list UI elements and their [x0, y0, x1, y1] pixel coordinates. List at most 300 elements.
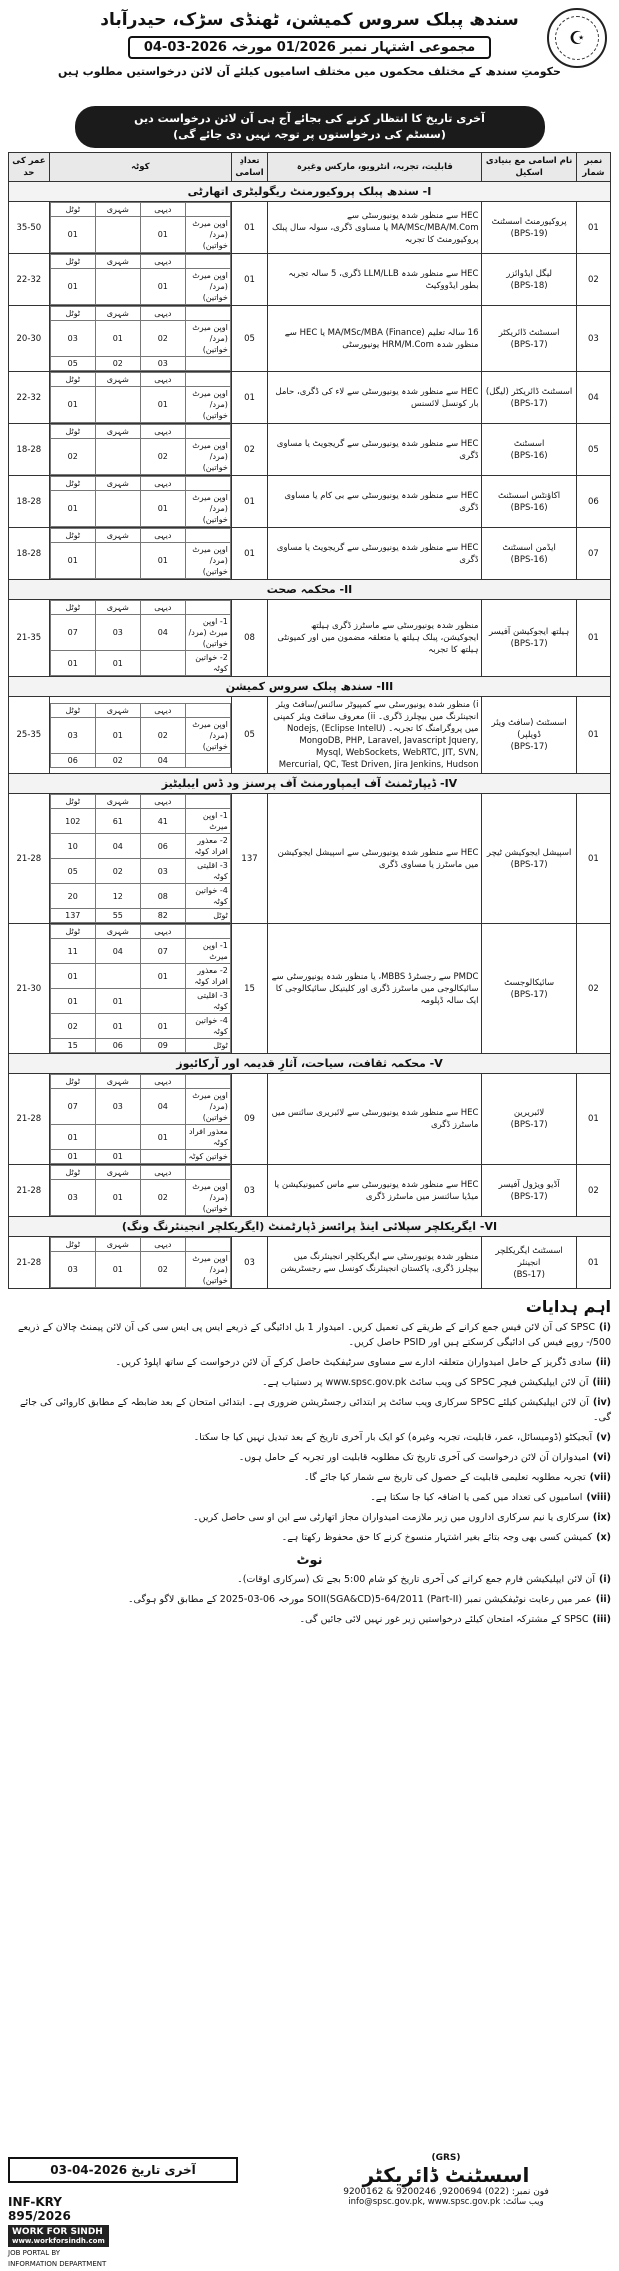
quota-row	[50, 909, 230, 923]
quota-row	[50, 217, 230, 253]
age-limit: 21-30	[9, 924, 50, 1054]
quota-rural-head: دیہی	[140, 1238, 185, 1252]
work-for-sindh-logo	[8, 2225, 109, 2247]
table-row	[9, 697, 611, 774]
last-date-box	[8, 2157, 238, 2183]
item-text: تجربہ مطلوبہ تعلیمی قابلیت کے حصول کی تاریخ سے شمار کیا جائے گا۔	[303, 1472, 586, 1483]
quota-rural	[140, 989, 185, 1014]
quota-total: 01	[50, 1150, 95, 1164]
serial-number: 02	[576, 924, 610, 1054]
quota-header	[50, 1166, 230, 1180]
vacancy-count: 09	[231, 1074, 267, 1165]
quota-header	[50, 425, 230, 439]
header	[8, 6, 611, 102]
post-bps: (BPS-17)	[510, 639, 548, 649]
advertisement-number	[128, 36, 491, 59]
quota-header	[50, 601, 230, 615]
quota-urban	[95, 964, 140, 989]
quota-rural: 01	[140, 1014, 185, 1039]
quota-category: معذور افراد کوٹہ	[185, 1125, 230, 1150]
quota-rural: 01	[140, 543, 185, 579]
serial-number: 05	[576, 424, 610, 476]
quota-row	[50, 543, 230, 579]
quota-total: 11	[50, 939, 95, 964]
quota-total: 01	[50, 1125, 95, 1150]
qualification: منظور شدہ یونیورسٹی سے ماسٹرز ڈگری ہیلتھ ایجوکیشن، پبلک ہیلتھ یا متعلقہ مضمون میں اور کمیونٹی ہیلتھ کا تجربہ	[268, 600, 482, 677]
quota-category: 4- خواتین کوٹہ	[185, 1014, 230, 1039]
quota-urban-head: شہری	[95, 255, 140, 269]
quota-category: اوپن میرٹ (مرد/خواتین)	[185, 269, 230, 305]
post-name	[482, 1165, 576, 1217]
quota-category-head	[185, 477, 230, 491]
quota-rural: 04	[140, 753, 185, 767]
quota-header	[50, 255, 230, 269]
quota-rural-head: دیہی	[140, 203, 185, 217]
table-row	[9, 372, 611, 424]
quota-category: اوپن میرٹ (مرد/خواتین)	[185, 491, 230, 527]
quota-category: 1- اوپن میرٹ (مرد/خواتین)	[185, 615, 230, 651]
quota-total-head: ٹوٹل	[50, 601, 95, 615]
item-text: امیدواران آن لائن درخواست کی آخری تاریخ تک مطلوبہ قابلیت اور تجربہ کے حامل ہوں۔	[238, 1452, 589, 1463]
vacancy-count: 01	[231, 528, 267, 580]
quota-table	[50, 924, 231, 1053]
post-name	[482, 372, 576, 424]
designation: اسسٹنٹ ڈائریکٹر	[362, 2163, 530, 2187]
quota-rural: 01	[140, 491, 185, 527]
post-bps: (BPS-17)	[510, 989, 548, 1000]
table-row	[9, 1074, 611, 1165]
post-name	[482, 697, 576, 774]
item-text: سرکاری یا نیم سرکاری اداروں میں زیر ملازمت امیدواران مجاز اتھارٹی سے این او سی حاصل کریں۔	[193, 1512, 589, 1523]
quota-cell	[49, 794, 231, 924]
post-name	[482, 794, 576, 924]
quota-category: خواتین کوٹہ	[185, 1150, 230, 1164]
quota-urban	[95, 1125, 140, 1150]
quota-header	[50, 529, 230, 543]
quota-total: 07	[50, 615, 95, 651]
vacancy-count: 01	[231, 372, 267, 424]
table-row	[9, 528, 611, 580]
notes-title: نوٹ	[296, 1553, 323, 1568]
post-name	[482, 924, 576, 1054]
quota-category-head	[185, 601, 230, 615]
emblem-icon: ☪	[555, 16, 599, 60]
qualification: HEC سے منظور شدہ یونیورسٹی سے گریجویٹ یا مساوی ڈگری	[268, 424, 482, 476]
quota-category: اوپن میرٹ (مرد/خواتین)	[185, 217, 230, 253]
col-vacancies: تعدادِ اسامی	[231, 153, 267, 182]
item-number: (i)	[599, 1574, 611, 1585]
signature-block	[281, 2153, 611, 2207]
quota-total: 102	[50, 809, 95, 834]
job-portal-line-2: INFORMATION DEPARTMENT	[8, 2260, 107, 2268]
quota-rural: 06	[140, 834, 185, 859]
item-number: (viii)	[586, 1492, 611, 1503]
serial-number: 01	[576, 1074, 610, 1165]
quota-total: 01	[50, 387, 95, 423]
serial-number: 06	[576, 476, 610, 528]
quota-cell	[49, 372, 231, 424]
quota-row	[50, 753, 230, 767]
item-text: آن لائن ایپلیکیشن فیچر SPSC کی ویب سائٹ www.spsc.gov.pk پر دستیاب ہے۔	[262, 1377, 589, 1388]
instruction-item	[8, 1355, 611, 1370]
quota-header	[50, 1238, 230, 1252]
section-row	[9, 580, 611, 600]
qualification: PMDC سے رجسٹرڈ MBBS، یا منظور شدہ یونیورسٹی سے سائیکالوجی میں ماسٹرز ڈگری اور کلینیکل سائیکالوجی کا ایک سالہ ڈپلومہ	[268, 924, 482, 1054]
quota-category: 2- خواتین کوٹہ	[185, 651, 230, 676]
quota-urban: 04	[95, 834, 140, 859]
post-title: ہیلتھ ایجوکیشن آفیسر	[488, 627, 570, 637]
section-row	[9, 1217, 611, 1237]
quota-header	[50, 203, 230, 217]
quota-cell	[49, 424, 231, 476]
table-row	[9, 254, 611, 306]
qualification: 16 سالہ تعلیم MA/MSc/MBA (Finance) یا HEC سے منظور شدہ HRM/M.Com یونیورسٹی	[268, 306, 482, 372]
post-title: سائیکالوجسٹ	[504, 977, 555, 988]
quota-row	[50, 1125, 230, 1150]
quota-urban	[95, 269, 140, 305]
quota-rural-head: دیہی	[140, 795, 185, 809]
vacancy-count: 02	[231, 424, 267, 476]
instruction-item	[8, 1450, 611, 1465]
quota-cell	[49, 1074, 231, 1165]
quota-header	[50, 795, 230, 809]
qualification: i) منظور شدہ یونیورسٹی سے کمپیوٹر سائنس/سافٹ ویئر انجینئرنگ میں بیچلرز ڈگری۔ ii) معروف سافٹ ویئر کمپنی میں پروگرامنگ کا تجربہ۔ (Eclipse IntelU) Nodejs, MongoDB, PHP, Laravel, Javascript Jquery, Mysql, WebSockets, WebRTC, JIT, SVN, Mercurial, QC, Test Driven, Jira Jenkins, Hudson	[268, 697, 482, 774]
quota-total-head: ٹوٹل	[50, 925, 95, 939]
quota-urban: 01	[95, 1014, 140, 1039]
quota-total: 07	[50, 1089, 95, 1125]
quota-total-head: ٹوٹل	[50, 1166, 95, 1180]
quota-cell	[49, 697, 231, 774]
quota-urban-head: شہری	[95, 601, 140, 615]
quota-table	[50, 424, 231, 475]
instruction-item	[8, 1490, 611, 1505]
post-bps: (BPS-17)	[510, 742, 548, 752]
quota-category: اوپن میرٹ (مرد/خواتین)	[185, 717, 230, 753]
table-row	[9, 202, 611, 254]
quota-urban: 06	[95, 1039, 140, 1053]
section-title: III- سندھ پبلک سروس کمیشن	[9, 677, 611, 697]
age-limit: 21-28	[9, 1165, 50, 1217]
quota-row	[50, 939, 230, 964]
quota-cell	[49, 528, 231, 580]
quota-total: 01	[50, 964, 95, 989]
post-title: اسپیشل ایجوکیشن ٹیچر	[486, 847, 572, 858]
age-limit: 25-35	[9, 697, 50, 774]
quota-rural: 01	[140, 217, 185, 253]
post-title: ایڈمن اسسٹنٹ	[502, 542, 556, 553]
post-bps: (BPS-16)	[510, 502, 548, 513]
quota-urban: 12	[95, 884, 140, 909]
quota-cell	[49, 306, 231, 372]
quota-category-head	[185, 373, 230, 387]
quota-urban	[95, 387, 140, 423]
post-name	[482, 1074, 576, 1165]
notes-list	[8, 1572, 611, 1627]
inf-block	[8, 2195, 128, 2269]
quota-urban: 01	[95, 1150, 140, 1164]
banner-line-1: آخری تاریخ کا انتظار کرنے کی بجائے آج ہی آن لائن درخواست دیں	[134, 112, 485, 125]
quota-rural: 07	[140, 939, 185, 964]
serial-number: 07	[576, 528, 610, 580]
quota-total: 137	[50, 909, 95, 923]
qualification: HEC سے منظور شدہ یونیورسٹی سے گریجویٹ یا مساوی ڈگری	[268, 528, 482, 580]
quota-urban: 01	[95, 651, 140, 676]
quota-table	[50, 1165, 231, 1216]
quota-category: اوپن میرٹ (مرد/خواتین)	[185, 439, 230, 475]
quota-urban: 01	[95, 321, 140, 357]
section-title: VI- ایگریکلچر سپلائی اینڈ پرائسز ڈپارٹمنٹ (ایگریکلچر انجینئرنگ ونگ)	[9, 1217, 611, 1237]
quota-total: 02	[50, 439, 95, 475]
quota-urban: 61	[95, 809, 140, 834]
quota-row	[50, 491, 230, 527]
instruction-item	[8, 1470, 611, 1485]
quota-total: 03	[50, 717, 95, 753]
last-date-label: آخری تاریخ	[131, 2163, 196, 2177]
quota-row	[50, 1089, 230, 1125]
quota-total-head: ٹوٹل	[50, 373, 95, 387]
post-bps: (BS-17)	[513, 1269, 545, 1280]
quota-rural: 02	[140, 439, 185, 475]
serial-number: 01	[576, 202, 610, 254]
quota-urban: 03	[95, 615, 140, 651]
quota-urban-head: شہری	[95, 203, 140, 217]
quota-rural: 02	[140, 1180, 185, 1216]
adv-number: 01/2026	[276, 40, 336, 55]
quota-rural: 02	[140, 1252, 185, 1288]
quota-rural: 08	[140, 884, 185, 909]
post-bps: (BPS-19)	[510, 228, 548, 239]
item-text: آن لائن ایپلیکیشن کیلئے SPSC سرکاری ویب سائٹ پر ابتدائی رجسٹریشن ضروری ہے۔ ابتدائی امتحان کے بعد ضابطہ کے مطابق کاروائی کی جائے گی۔	[19, 1397, 611, 1423]
table-row	[9, 424, 611, 476]
serial-number: 01	[576, 1237, 610, 1289]
quota-urban-head: شہری	[95, 1166, 140, 1180]
quota-rural-head: دیہی	[140, 255, 185, 269]
quota-row	[50, 1180, 230, 1216]
quota-category	[185, 753, 230, 767]
quota-urban-head: شہری	[95, 307, 140, 321]
inf-number: INF-KRY 895/2026	[8, 2195, 71, 2223]
quota-category: اوپن میرٹ (مرد/خواتین)	[185, 543, 230, 579]
instruction-item	[8, 1510, 611, 1525]
section-title: V- محکمہ ثقافت، سیاحت، آثارِ قدیمہ اور آرکائیوز	[9, 1054, 611, 1074]
quota-row	[50, 859, 230, 884]
quota-rural: 03	[140, 357, 185, 371]
age-limit: 18-28	[9, 424, 50, 476]
vacancy-count: 15	[231, 924, 267, 1054]
quota-table	[50, 306, 231, 371]
section-row	[9, 677, 611, 697]
quota-category-head	[185, 925, 230, 939]
post-bps: (BPS-16)	[510, 450, 548, 461]
quota-row	[50, 964, 230, 989]
serial-number: 01	[576, 794, 610, 924]
quota-category: 4- خواتین کوٹہ	[185, 884, 230, 909]
quota-rural: 09	[140, 1039, 185, 1053]
post-title: پروکیورمنٹ اسسٹنٹ	[491, 216, 567, 227]
quota-rural: 03	[140, 859, 185, 884]
vacancy-count: 08	[231, 600, 267, 677]
table-row	[9, 924, 611, 1054]
section-row	[9, 1054, 611, 1074]
qualification: HEC سے منظور شدہ یونیورسٹی سے بی کام یا مساوی ڈگری	[268, 476, 482, 528]
item-number: (vi)	[592, 1452, 611, 1463]
quota-total-head: ٹوٹل	[50, 795, 95, 809]
instruction-item	[8, 1530, 611, 1545]
quota-rural	[140, 651, 185, 676]
instruction-item	[8, 1395, 611, 1425]
quota-cell	[49, 254, 231, 306]
table-row	[9, 794, 611, 924]
quota-urban-head: شہری	[95, 529, 140, 543]
vacancy-count: 01	[231, 254, 267, 306]
item-number: (v)	[596, 1432, 611, 1443]
col-quota: کوٹہ	[49, 153, 231, 182]
post-name	[482, 528, 576, 580]
quota-total-head: ٹوٹل	[50, 703, 95, 717]
quota-urban: 55	[95, 909, 140, 923]
quota-category: اوپن میرٹ (مرد/خواتین)	[185, 1089, 230, 1125]
table-row	[9, 306, 611, 372]
age-limit: 18-28	[9, 476, 50, 528]
col-qualification: قابلیت، تجربہ، انٹرویو، مارکس وغیرہ	[268, 153, 482, 182]
quota-urban: 02	[95, 753, 140, 767]
post-bps: (BPS-17)	[510, 859, 548, 870]
qualification: HEC سے منظور شدہ یونیورسٹی سے MA/MSc/MBA/M.Com یا مساوی ڈگری، سولہ سال پبلک پروکیورمنٹ کا تجربہ	[268, 202, 482, 254]
vacancy-count: 05	[231, 697, 267, 774]
quota-urban-head: شہری	[95, 703, 140, 717]
quota-row	[50, 387, 230, 423]
quota-cell	[49, 600, 231, 677]
col-sno: نمبر شمار	[576, 153, 610, 182]
quota-category: اوپن میرٹ (مرد/خواتین)	[185, 387, 230, 423]
quota-category-head	[185, 529, 230, 543]
quota-urban	[95, 217, 140, 253]
item-text: اسامیوں کی تعداد میں کمی یا اضافہ کیا جا سکتا ہے۔	[370, 1492, 583, 1503]
vacancy-table	[8, 152, 611, 1289]
quota-row	[50, 989, 230, 1014]
quota-table	[50, 794, 231, 923]
wfs-label: WORK FOR SINDH	[12, 2227, 103, 2237]
post-title: لائبریرین	[513, 1108, 545, 1118]
quota-total-head: ٹوٹل	[50, 1075, 95, 1089]
item-text: سادی ڈگریز کے حامل امیدواران متعلقہ ادارے سے مساوی سرٹیفکیٹ حاصل کرکے آن لائن درخواست کے ساتھ اپلوڈ کریں۔	[115, 1357, 592, 1368]
quota-row	[50, 834, 230, 859]
serial-number: 02	[576, 254, 610, 306]
intro-text: حکومتِ سندھ کے مختلف محکموں میں مختلف اسامیوں کیلئے آن لائن درخواستیں مطلوب ہیں	[58, 65, 561, 78]
quota-total: 05	[50, 859, 95, 884]
quota-urban: 02	[95, 859, 140, 884]
quota-row	[50, 1150, 230, 1164]
quota-rural: 02	[140, 717, 185, 753]
note-item	[8, 1572, 611, 1587]
quota-header	[50, 477, 230, 491]
post-bps: (BPS-17)	[510, 398, 548, 409]
quota-rural: 04	[140, 1089, 185, 1125]
qualification: HEC سے منظور شدہ LLM/LLB ڈگری، 5 سالہ تجربہ بطور ایڈووکیٹ	[268, 254, 482, 306]
item-number: (vii)	[589, 1472, 611, 1483]
age-limit: 35-50	[9, 202, 50, 254]
quota-rural-head: دیہی	[140, 1166, 185, 1180]
post-name	[482, 600, 576, 677]
quota-table	[50, 372, 231, 423]
quota-category: 2- معذور افراد کوٹہ	[185, 964, 230, 989]
quota-cell	[49, 202, 231, 254]
serial-number: 04	[576, 372, 610, 424]
quota-rural: 04	[140, 615, 185, 651]
item-number: (ix)	[592, 1512, 611, 1523]
quota-category: ٹوٹل	[185, 909, 230, 923]
quota-cell	[49, 1237, 231, 1289]
quota-total: 01	[50, 543, 95, 579]
quota-category: اوپن میرٹ (مرد/خواتین)	[185, 1180, 230, 1216]
quota-category-head	[185, 255, 230, 269]
post-title: اسسٹنٹ	[513, 438, 545, 449]
quota-table	[50, 703, 231, 768]
quota-urban	[95, 491, 140, 527]
quota-total-head: ٹوٹل	[50, 307, 95, 321]
quota-urban: 01	[95, 1252, 140, 1288]
quota-rural: 82	[140, 909, 185, 923]
quota-rural-head: دیہی	[140, 529, 185, 543]
post-title: اکاؤنٹس اسسٹنٹ	[498, 490, 561, 501]
quota-category-head	[185, 1075, 230, 1089]
age-limit: 21-28	[9, 1237, 50, 1289]
quota-row	[50, 357, 230, 371]
instruction-item	[8, 1375, 611, 1390]
item-number: (x)	[596, 1532, 611, 1543]
grs-label: (GRS)	[431, 2153, 461, 2163]
post-bps: (BPS-16)	[510, 554, 548, 565]
instructions-list	[8, 1320, 611, 1545]
quota-rural: 02	[140, 321, 185, 357]
urgent-banner	[75, 106, 545, 148]
quota-urban-head: شہری	[95, 477, 140, 491]
quota-table	[50, 1074, 231, 1164]
quota-total: 03	[50, 1180, 95, 1216]
age-limit: 18-28	[9, 528, 50, 580]
quota-category-head	[185, 203, 230, 217]
item-number: (iii)	[592, 1377, 611, 1388]
post-title: اسسٹنٹ (سافٹ ویئر ڈویلپر)	[491, 718, 567, 740]
job-portal-line-1: JOB PORTAL BY	[8, 2249, 61, 2257]
quota-total-head: ٹوٹل	[50, 255, 95, 269]
quota-rural-head: دیہی	[140, 373, 185, 387]
vacancy-count: 01	[231, 202, 267, 254]
org-title: سندھ پبلک سروس کمیشن، ٹھنڈی سڑک، حیدرآباد	[100, 10, 519, 30]
quota-total: 10	[50, 834, 95, 859]
quota-category: اوپن میرٹ (مرد/خواتین)	[185, 321, 230, 357]
item-number: (iii)	[592, 1614, 611, 1625]
quota-rural-head: دیہی	[140, 1075, 185, 1089]
quota-urban: 04	[95, 939, 140, 964]
quota-header	[50, 703, 230, 717]
item-text: کمیشن کسی بھی وجہ بتائے بغیر اشتہار منسوخ کرنے کا حق محفوظ رکھتا ہے۔	[281, 1532, 593, 1543]
quota-category-head	[185, 1166, 230, 1180]
instruction-item	[8, 1320, 611, 1350]
age-limit: 22-32	[9, 254, 50, 306]
quota-urban	[95, 543, 140, 579]
qualification: منظور شدہ یونیورسٹی سے ایگریکلچر انجینئرنگ میں بیچلرز ڈگری، پاکستان انجینئرنگ کونسل سے رجسٹریشن	[268, 1237, 482, 1289]
quota-urban-head: شہری	[95, 925, 140, 939]
quota-row	[50, 439, 230, 475]
quota-urban-head: شہری	[95, 1238, 140, 1252]
quota-header	[50, 307, 230, 321]
quota-table	[50, 476, 231, 527]
quota-rural-head: دیہی	[140, 425, 185, 439]
item-number: (ii)	[595, 1357, 611, 1368]
quota-urban-head: شہری	[95, 425, 140, 439]
col-post: نام اسامی مع بنیادی اسکیل	[482, 153, 576, 182]
